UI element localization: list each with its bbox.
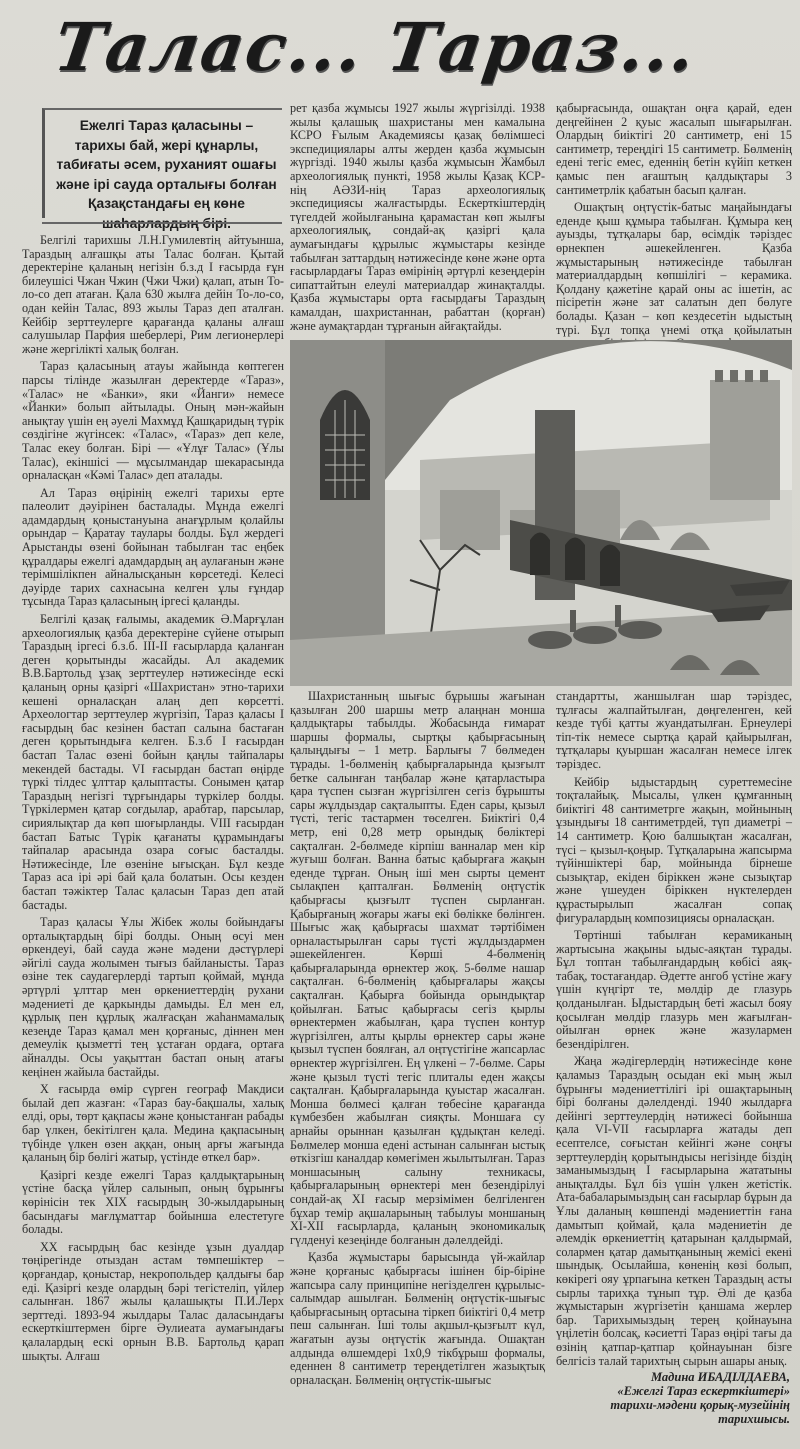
paragraph: Шахристанның шығыс бұрышы жағынан қазылған 200 шаршы метр алаңнан монша қалдықтары табылды. Жобасында ғимарат шаршы формалы, сыртқы қабырғасының қалыңдығы – 1 метр. Барлығы 7 бөлмеден тұрады. 1-бөлменің қабырғаларында қызғылт бетке салынған таңбалар және қатарластыра қара түспен сызған жүргізілген сегіз бұрышты сары жұлдыздар сақталыпты. Еден сары, қызыл түсті, тегіс тастармен төселген. Биіктігі 0,4 метр, ені 0,28 метр орындық бөліктері сақталған. 2-бөлмеде кірпіш ванналар мен кір жуғыш болған. Ванна батыс қабырғаға жақын еденде тұрған. Оның іші мен сырты цемент сылақпен қапталған. Бөлменің оңтүстік қабырғасы қызғылт түспен сырланған. Қабырғаның жоғары жағы екі бөлікке бөлінген. Шығыс жақ қабырғасы шахмат тәртібімен орналастырылған сары түсті жұлдыздармен әшекейленген. Көрші 4-бөлменің қабырғаларында өрнектер жоқ. 5-бөлме нашар сақталған. 6-бөлменің қабырғалары жақсы сақталған. Қабырға бойында орындықтар қойылған. Батыс қабырғасы сегіз қырлы өрнектермен жабылған, қара түспен контур жүргізілген, алты қырлы өрнектер сары және қызыл түспен боялған, ал оңтүстігіне жапсарлас өрнектер жүргізілген. Ең үлкені – 7-бөлме. Сары және қызыл түсті тегіс плиталы еден жақсы сақталған. Қабырғаларында қуыстар жасалған. Монша бөлмесі қалған төбесіне қарағанда күмбезбен жабылған сияқты. Моншаға су арнайы орыннан қазылған құдықтан келеді. Бөлмелер монша едені астынан салынған ыстық өткізгіш каналдар көмегімен жылытылған. Тараз моншасының салыну техникасы, қабырғаларының өрнектері мен безендірілуі сондай-ақ XI ғасыр мерзімімен белгіленген бұхар темір ақшаларының табылуы моншаның XI-XII ғасырларда, қаланың экономикалық гүлденуі кезеңінде болғанын дәлелдейді. [290, 689, 545, 1247]
paragraph: Кейбір ыдыстардың суреттемесіне тоқталайық. Мысалы, үлкен құмғанның биіктігі 48 сантиметрге жақын, мойнының ұзындығы 18 сантиметрдей, түп диаметрі – 14 сантиметр. Қою балшықтан жасалған, түсі – қызыл-қоңыр. Тұтқаларына жапсырма түйіншіктері бар, мойнында бірнеше сызықтар, екіден біріккен және сызықтар және үшеуден біріккен нүктелерден құрастырылып жасалған сопақ фигуралардың композициясы орналасқан. [556, 774, 792, 925]
illustration-drawing [290, 340, 792, 686]
paragraph: Жаңа жәдігерлердің нәтижесінде көне қаламыз Тараздың осыдан екі мың жыл бұрынғы мәдениеттілігі ірі ошақтарының бірі болғаны дәлелденді. 1940 жылдарға дейінгі зерттеулердің нәтижесі бойынша қала VI-VII ғасырларға жатады деп есептелсе, соғыстан кейінгі және соңғы зерттеулердің қорытындысы негізінде біздің заманымыздың І ғасырларына жататыны анықталды. Бұл біз үшін үлкен жетістік. Ата-бабаларымыздың сан ғасырлар бұрын да Ұлы даланың көшпенді мәдениеттін ғана дамытып қоймай, қала мәдениетін де әлемдік өркениеттің қатарынан қалдырмай, солармен қатар дамытқанының жемісі екені шындық. Осылайша, көненің көзі болып, көкірегі ояу ұрпағына кеткен Тараздың асты сырлы тарихқа тұнып тұр. Әлі де қазба жұмыстарын жүргізетін қаншама жерлер бар. Тарихымыздың терең қойнауына үңілетін болсақ, кәсиетті Тараз өңірі тағы да өзінің қатпар-қатпар қойнауынан бізге белгісіз талай тарихтың сырын ашары анық. [556, 1054, 792, 1368]
paragraph: Қазба жұмыстары барысында үй-жайлар және қорғаныс қабырғасы ішінен бір-біріне жапсыра салу принципіне негізделген құрылыс-салымдар ашылған. Бөлменің оңтүстік-шығыс қабырғасының ортасына тіркеп биіктігі 0,4 метр пеш салынған. Іші толы ақшыл-қызғылт күл, жағатын аузы оңтүстік жағында. Ошақтан алдында өлшемдері 1х0,9 тікбұрыш формалы, еденнен 8 сантиметр тереңдетілген жазықтық орналасқан. Бөлменің оңтүстік-шығыс [290, 1250, 545, 1387]
author-organization: «Ежелгі Тараз ескерткіштері» [617, 1384, 790, 1398]
paragraph: Ал Тараз өңірінің ежелгі тарихы ерте палеолит дәуірінен басталады. Мұнда ежелгі адамдардың қоныстануына анағұрлым қолайлы орындар – Қаратау таулары болды. Бұл жердегі Арыстанды өзені бойынан табылған тас еңбек құралдары ежелгі адамдардың аң аулағанын және терімшілікпен айналысқанын көрсетеді. Келесі дәуірде тарих сахнасына келген ұлы ғұндар тұсында Тараз қаласының іргесі қаланды. [22, 485, 284, 609]
paragraph: Қазіргі кезде ежелгі Тараз қалдықтарының үстіне басқа үйлер салынып, оның бұрынғы көрінісін тек ХІХ ғасырдың 30-жылдарының басындағы мағлұматтар бойынша елестетуге болады. [22, 1167, 284, 1237]
author-signature [560, 1370, 790, 1426]
author-title: тарихшысы. [718, 1412, 790, 1426]
paragraph: Төртінші табылған керамиканың жартысына жақыны ыдыс-аяқтан тұрады. Бұл топтан табылғандардың көбісі аяқ-табақ, тостағандар. Әдетте ангоб үстіне жағу үшін күңгірт те, мөлдір де глазурь қолданылған. Ыдыстардың беті жасыл бояу қосылған мөлдір глазурь мен жағылған-ойылған өрнек және жазулармен безендірілген. [556, 928, 792, 1051]
paragraph: стандартты, жаншылған шар тәріздес, тұлғасы жалпайтылған, дөңгеленген, кей кезде түбі қатты жуандатылған. Ернеулері тіп-тік немесе сыртқа қарай қайырылған, тұтқалары қуыршан жасалған немесе ілгек тәріздес. [556, 689, 792, 771]
article-column-3-bottom [556, 689, 792, 1368]
lead-paragraph: Ежелгі Тараз қаласыны – тарихы бай, жері құнарлы, табиғаты әсем, руханият ошағы және ірі сауда орталығы болған Қазақстандағы ең көне [42, 108, 282, 218]
lead-divider [42, 222, 282, 224]
paragraph: қабырғасында, ошақтан оңға қарай, еден деңгейінен 2 қуыс жасалып шығарылған. Олардың биіктігі 20 сантиметр, ені 15 сантиметр, тереңдігі 15 сантиметр. Бөлменің едені тегіс емес, еденнің бетін күйіп кеткен қамыс пен ағаштың қалдықтары 3 сантиметрлік қабатын басып қалған. [556, 101, 792, 197]
headline: Талас... Тараз... [49, 8, 702, 86]
paragraph: рет қазба жұмысы 1927 жылы жүргізілді. 1938 жылы қалашық шахристаны мен камалына КСРО Ғылым Академиясы қазақ бөлімшесі экспедициялары алты жерден қазба жұмысын жүргізді. 1940 жылы қазба жұмысын Жамбыл археологиялық пункті, 1958 жылы Қазақ КСР-нің АӘЗИ-нің Тараз археологиялық экспедициясы жалғастырды. Ескерткіштердің түгелдей жойылғанына қарамастан көп жылғы археологиялық, сондай-ақ қазіргі қала аумағындағы құрылыс жұмыстары кезінде табылған заттардың нәтижесінде көне және орта ғасырлардағы Тараз өмірінің әртүрлі кезеңдерін сипаттайтын елеулі материалдар жинақталды. Қазба жұмыстары орта ғасырдағы Тараздың камалдан, шахристаннан, рабаттан (қорған) және аумақтардан тұрғанын айғақтайды. [290, 101, 545, 333]
paragraph: Белгілі қазақ ғалымы, академик Ә.Марғұлан археологиялық қазба деректеріне сүйене отырып Тараздың іргесі б.з.б. ІІІ-ІІ ғасырларда қаланған деген қорытынды жасайды. Ал академик В.В.Бартольд ұзақ зерттеулер нәтижесінде ескі қаланың орны қазіргі «Шахристан» этно-тарихи кешені орналасқан алаң деп көрсетті. Археологтар зерттеулер жүргізіп, Тараз қаласы І ғасырдың бас кезінен бастап салына бастаған деген қорытындыға келген. Б.з.б І ғасырдан бастап Талас өзені бойын қаңлы тайпалары мекендей бастады. VІ ғасырдан бастап өңірде түркі тілдес ұлттар қалыптасты. Сонымен қатар Тараздың негізгі тұрғындары түркілер болды. Түркілермен қатар соғдылар, арабтар, парсылар, сириялықтар да көп шоғырланды. VIII ғасырдан бастап Батыс Түрік қағанаты құрамындағы тайпалар арасында озара соғыс басталды. Нәтижесінде, Іле өзеніне ығысқан. Бұл кезде Тараз аса ірі әрі бай қала болатын. Осы кезден бастап тәжіктер Талас қаласын Тараз деп атай бастады. [22, 612, 284, 912]
author-role: тарихи-мәдени қорық-музейінің [610, 1398, 790, 1412]
paragraph: Тараз қаласының атауы жайында көптеген парсы тілінде жазылған деректерде «Тараз», «Талас» не «Банки», яки «Йанги» немесе «Йанки» болып айтылады. Оның мән-жайын анықтау үшін ең әуелі Махмұд Қашқаридың түрік сөздігіне жүгінсек: «Талас», «Тараз» деп келе, Талас екеу болған. Бірі — «Ұлұғ Талас» (Ұлы Талас), екіншісі — мұсылмандар шекарасында орналасқан «Кәмі Талас» деп аталады. [22, 359, 284, 483]
author-name: Мадина ИБАДІЛДАЕВА, [650, 1370, 790, 1384]
article-column-1 [22, 234, 284, 1434]
article-column-3-top [556, 101, 792, 337]
paragraph: Ошақтың оңтүстік-батыс маңайындағы еденде қыш құмыра табылған. Құмыра кең ауызды, тұтқалары бар, өсімдік тәріздес өрнекпен әшекейленген. Қазба жұмыстарының нәтижесінде табылған материалдардың көпшілігі – керамика. Қолдану қажетіне қарай оны ас ішетін, ас пісіретін және зат салатын деп бөлуге болады. Қазан – көп кездесетін ыдыстың түрі. Бұл топқа үнемі отқа қойылатын [556, 200, 792, 337]
article-column-2-top [290, 102, 545, 334]
article-column-2-bottom [290, 690, 545, 1432]
paragraph: Белгілі тарихшы Л.Н.Гумилевтің айтуынша, Тараздың алғашқы аты Талас болған. Қытай деректеріне қаланың негізін б.з.д І ғасырда ғұн билеушісі Чжан Чжин (Чжи Чжи) қалап, атын То-ло-со деп атаған. Қала 630 жылға дейін То-ло-со, одан кейін Талас, 893 жылы Тараз деп аталған. Кейбір зерттеулерге қарағанда қаланы алғаш салушылар Парфия шеберлері, Рим легионерлері және жергілікті халық болған. [22, 233, 284, 356]
ancient-city-illustration [290, 340, 792, 686]
paragraph: Х ғасырда өмір сүрген географ Макдиси былай деп жазған: «Тараз бау-бақшалы, халық елді, оры, төрт қақпасы және қоныстанған рабады бар үлкен, бекітілген қала. Медина қақпасының түбінде үлкен өзен аққан, оның арғы жағында қаланың бір бөлігі жатыр, үстінде өткел бар». [22, 1082, 284, 1165]
paragraph: Тараз қаласы Ұлы Жібек жолы бойындағы орталықтардың бірі болды. Оның өсуі мен өркендеуі, бай сауда және мәдени дәстүрлері әйгілі сауда жолымен тығыз байланысты. Тараз өзіне тек саудагерлерді тартып қоймай, мұнда әртүрлі ұлттар мен өркениеттердің рухани мәдениеті де қаркынды дамыды. Ел мен ел, құрлық пен құрлық жалғасқан жаһанмамалық кезеңде Тараз қамал мен қорғаныс, діннен мен демеулік қызметті тең ұстаған ордаға, ортаға айналды. Осы уақыттан бастап оның атағы кеңінен жайыла бастайды. [22, 915, 284, 1079]
paragraph: ХХ ғасырдың бас кезінде ұзын дуалдар төңірегінде отыздан астам төмпешіктер – қорғандар, қоныстар, некропольдер қалдығы бар еді. Қазіргі кезде олардың бәрі тегістеліп, үйлер салынған. 1867 жылы қалашықты П.И.Лерх зерттеді. 1893-94 жылдары Талас даласындағы ескерткіштермен бірге Әулиеата аумағындағы қалалардың ескі орнын В.В. Бартольд қарап шықты. Алғаш [22, 1239, 284, 1363]
